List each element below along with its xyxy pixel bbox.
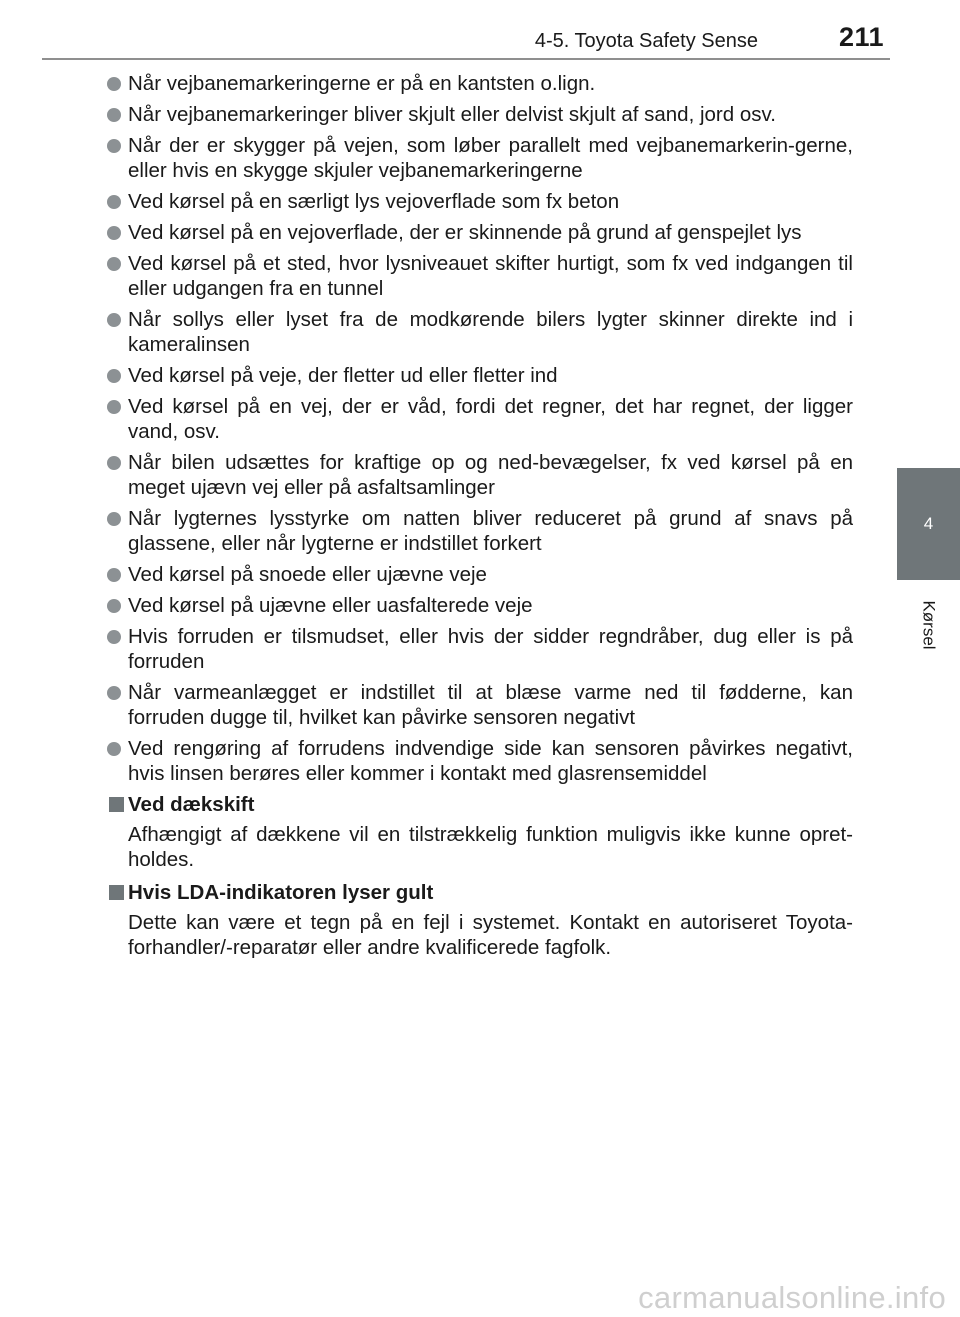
bullet-dot-icon	[107, 77, 121, 91]
bullet-dot-icon	[107, 742, 121, 756]
section-title: Ved dækskift	[128, 793, 255, 816]
bullet-dot-icon	[107, 369, 121, 383]
list-item-text: Når der er skygger på vejen, som løber parallelt med vejbanemarkerin-gerne, eller hvis en skygge skjuler vejbanemarkeringerne	[128, 134, 853, 182]
list-item	[107, 220, 853, 245]
list-item	[107, 251, 853, 301]
bullet-dot-icon	[107, 195, 121, 209]
list-item	[107, 450, 853, 500]
list-item	[107, 71, 853, 96]
list-item-text: Når lygternes lysstyrke om natten bliver reduceret på grund af snavs på glassene, eller når lygterne er indstillet forkert	[128, 507, 853, 555]
list-item-text: Når sollys eller lyset fra de modkørende bilers lygter skinner direkte ind i kameralinsen	[128, 308, 853, 356]
list-item	[107, 189, 853, 214]
list-item	[107, 562, 853, 587]
bullet-dot-icon	[107, 313, 121, 327]
page-number: 211	[838, 22, 884, 52]
bullet-dot-icon	[107, 257, 121, 271]
list-item-text: Ved rengøring af forrudens indvendige side kan sensoren påvirkes negativt, hvis linsen berøres eller kommer i kontakt med glasrensemiddel	[128, 737, 853, 785]
bullet-dot-icon	[107, 400, 121, 414]
chapter-number: 4	[923, 514, 934, 533]
list-item-text: Ved kørsel på en vej, der er våd, fordi det regner, det har regnet, der ligger vand, osv.	[128, 395, 853, 443]
page-header	[0, 0, 890, 58]
list-item-text: Ved kørsel på en vejoverflade, der er skinnende på grund af genspejlet lys	[128, 221, 802, 244]
list-item-text: Ved kørsel på snoede eller ujævne veje	[128, 563, 487, 586]
chapter-tab	[897, 468, 960, 580]
list-item-text: Hvis forruden er tilsmudset, eller hvis der sidder regndråber, dug eller is på forruden	[128, 625, 853, 673]
list-item-text: Ved kørsel på ujævne eller uasfalterede veje	[128, 594, 533, 617]
header-divider	[42, 58, 890, 60]
list-item	[107, 736, 853, 786]
chapter-label-container	[897, 580, 960, 670]
section-tire-change	[107, 792, 853, 872]
list-item-text: Når bilen udsættes for kraftige op og ned-bevægelser, fx ved kørsel på en meget ujævn vej eller på asfaltsamlinger	[128, 451, 853, 499]
bullet-dot-icon	[107, 139, 121, 153]
list-item	[107, 363, 853, 388]
section-square-icon	[109, 885, 124, 900]
bullet-dot-icon	[107, 686, 121, 700]
list-item	[107, 680, 853, 730]
section-body: Afhængigt af dækkene vil en tilstrækkelig funktion muligvis ikke kunne opret-holdes.	[128, 823, 853, 871]
chapter-label: Kørsel	[919, 600, 939, 650]
main-content	[107, 71, 853, 968]
list-item-text: Når varmeanlægget er indstillet til at blæse varme ned til fødderne, kan forruden dugge til, hvilket kan påvirke sensoren negativt	[128, 681, 853, 729]
bullet-dot-icon	[107, 599, 121, 613]
list-item	[107, 102, 853, 127]
list-item-text: Ved kørsel på et sted, hvor lysniveauet skifter hurtigt, som fx ved indgangen til eller udgangen fra en tunnel	[128, 252, 853, 300]
list-item-text: Ved kørsel på veje, der fletter ud eller fletter ind	[128, 364, 558, 387]
section-body: Dette kan være et tegn på en fejl i systemet. Kontakt en autoriseret Toyota-forhandler/-reparatør eller andre kvalificerede fagfolk.	[128, 911, 853, 959]
bullet-dot-icon	[107, 108, 121, 122]
section-title: Hvis LDA-indikatoren lyser gult	[128, 881, 434, 904]
watermark: carmanualsonline.info	[638, 1280, 946, 1315]
list-item	[107, 133, 853, 183]
list-item	[107, 307, 853, 357]
list-item-text: Når vejbanemarkeringerne er på en kantsten o.lign.	[128, 72, 596, 95]
bullet-dot-icon	[107, 512, 121, 526]
section-lda-indicator	[107, 880, 853, 960]
list-item	[107, 506, 853, 556]
section-square-icon	[109, 797, 124, 812]
header-section-title: 4-5. Toyota Safety Sense	[534, 30, 758, 52]
bullet-dot-icon	[107, 456, 121, 470]
list-item	[107, 593, 853, 618]
condition-list	[107, 71, 853, 786]
bullet-dot-icon	[107, 630, 121, 644]
list-item-text: Ved kørsel på en særligt lys vejoverflade som fx beton	[128, 190, 620, 213]
list-item-text: Når vejbanemarkeringer bliver skjult eller delvist skjult af sand, jord osv.	[128, 103, 776, 126]
list-item	[107, 394, 853, 444]
bullet-dot-icon	[107, 568, 121, 582]
list-item	[107, 624, 853, 674]
bullet-dot-icon	[107, 226, 121, 240]
